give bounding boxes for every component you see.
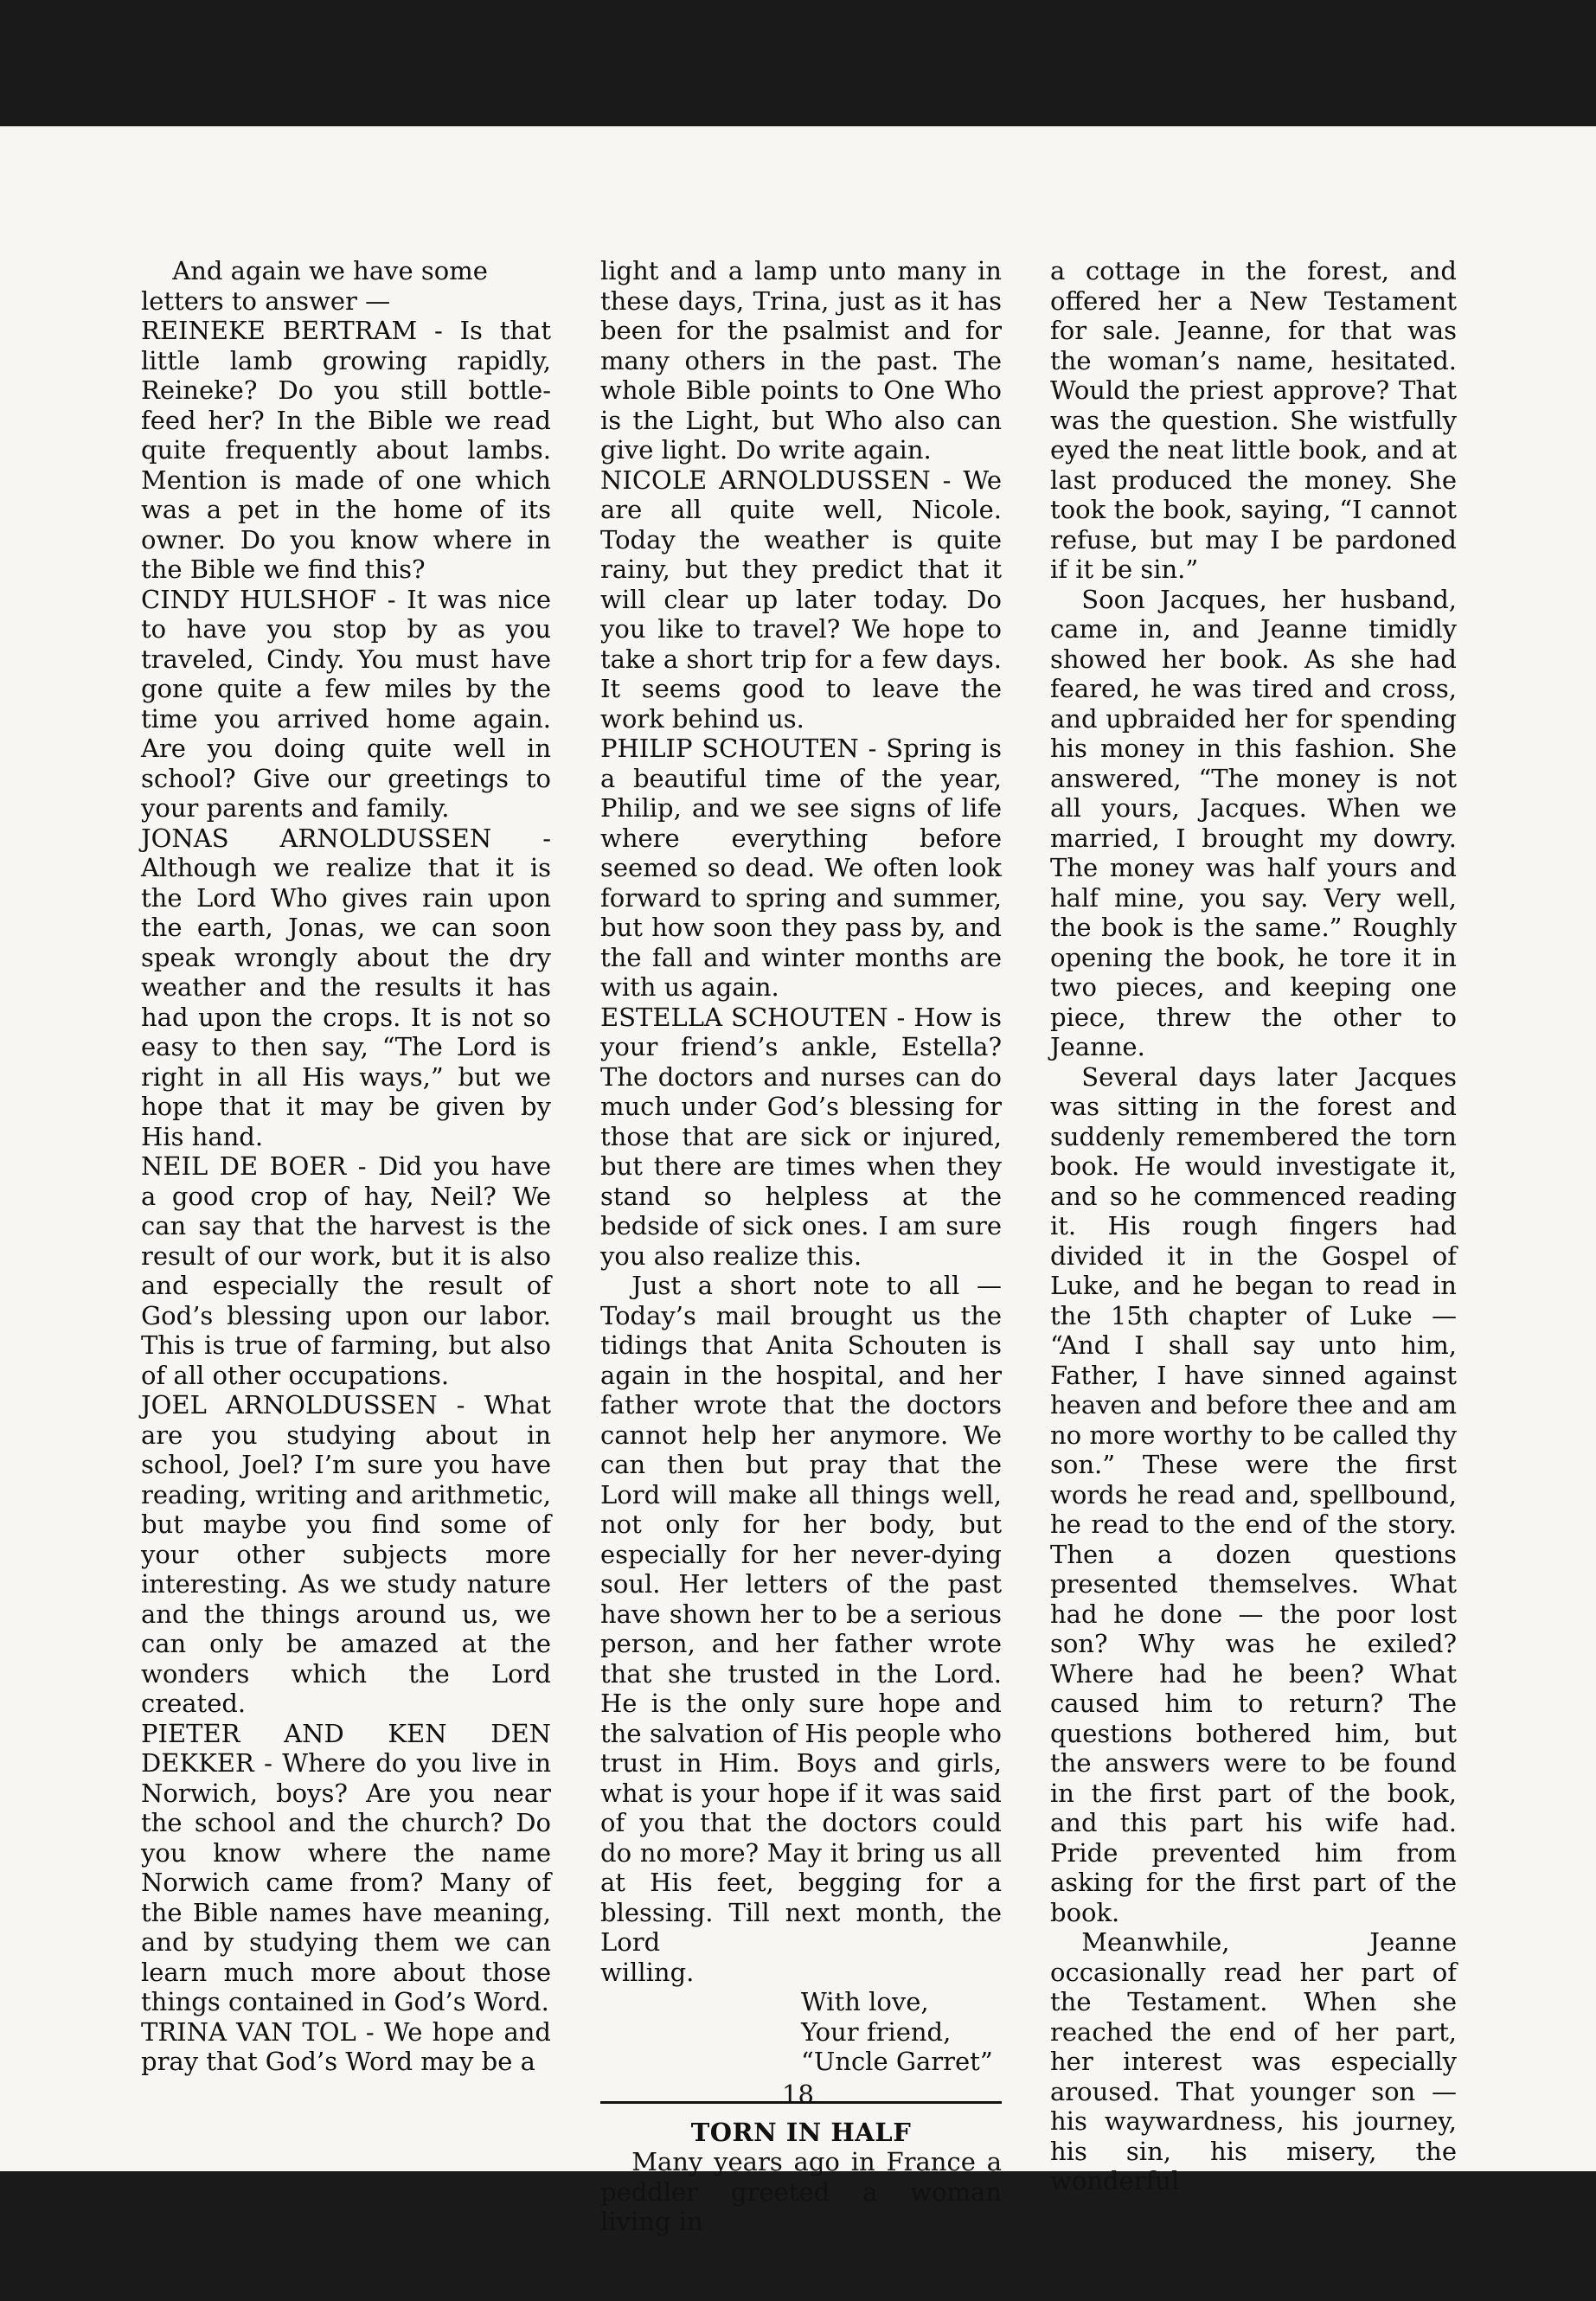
magazine-page bbox=[0, 126, 1596, 2236]
column-right bbox=[1050, 256, 1457, 2196]
story-paragraph: Many years ago in France a peddler greeted a woman living in bbox=[600, 2147, 1002, 2236]
letter-trina-continued: light and a lamp unto many in these days, Trina, just as it has been for the psalmist and for many others in the past. The whole Bible points to One Who is the Light, but Who also can give light. Do write again. bbox=[600, 256, 1002, 465]
letter-name: TRINA VAN TOL bbox=[141, 2016, 356, 2047]
letter-name: NEIL DE BOER bbox=[141, 1151, 347, 1181]
letter-name: PIETER AND KEN DEN DEKKER bbox=[141, 1718, 551, 1778]
letter-text: - Spring is a beautiful time of the year, Philip, and we see signs of life where everything before seemed so dead. We often look forward to spring and summer, but how soon they pass by, and the fall and winter months are with us again. bbox=[600, 734, 1003, 1002]
letter-name: NICOLE ARNOLDUSSEN bbox=[600, 465, 931, 495]
intro-line: And again we have some letters to answer — bbox=[141, 256, 488, 316]
letter-text: - We hope and pray that God’s Word may be a bbox=[141, 2016, 551, 2076]
column-middle bbox=[600, 256, 1002, 2237]
signature-name: “Uncle Garret” bbox=[801, 2047, 993, 2076]
letter-cindy bbox=[141, 585, 551, 824]
signature-line: With love, bbox=[801, 1987, 929, 2016]
story-paragraph: Meanwhile, Jeanne occasionally read her part of the Testament. When she reached the end of her part, her interest was especially aroused. That younger son — his waywardness, his journey, his sin, his misery, the wonderful bbox=[1050, 1927, 1457, 2195]
letter-reineke bbox=[141, 316, 551, 585]
letter-text: - Is that little lamb growing rapidly, Reineke? Do you still bottle-feed her? In the Bible we read quite frequently about lambs. Mention is made of one which was a pet in the home of its owner. Do you know where in the Bible we find this? bbox=[141, 316, 551, 584]
letter-jonas bbox=[141, 824, 551, 1152]
letter-joel bbox=[141, 1390, 551, 1719]
column-left bbox=[141, 256, 551, 2077]
letter-name: CINDY HULSHOF bbox=[141, 584, 377, 614]
signoff-block bbox=[600, 1958, 1002, 2077]
letter-trina bbox=[141, 2017, 551, 2077]
letter-nicole bbox=[600, 465, 1002, 734]
closing-word: willing. bbox=[600, 1957, 695, 1987]
letter-text: - How is your friend’s ankle, Estella? The doctors and nurses can do much under God’s blessing for those that are sick or injured, but there are times when they stand so helpless at the bedside of sick ones. I am sure you also realize this. bbox=[600, 1002, 1002, 1271]
signature-line: Your friend, bbox=[801, 2016, 952, 2047]
letter-name: PHILIP SCHOUTEN bbox=[600, 734, 859, 763]
letter-name: JOEL ARNOLDUSSEN bbox=[141, 1390, 438, 1420]
closing-note: Just a short note to all — Today’s mail brought us the tidings that Anita Schouten is again in the hospital, and her father wrote that the doctors cannot help her anymore. We can then but pray that the Lord will make all things well, not only for her body, but especially for her never-dying soul. Her letters of the past have shown her to be a serious person, and her father wrote that she trusted in the Lord. He is the only sure hope and the salvation of His people who trust in Him. Boys and girls, what is your hope if it was said of you that the doctors could do no more? May it bring us all at His feet, begging for a blessing. Till next month, the Lord bbox=[600, 1271, 1002, 1957]
letter-text: - We are all quite well, Nicole. Today the weather is quite rainy, but they predict that it will clear up later today. Do you like to travel? We hope to take a short trip for a few days. It seems good to leave the work behind us. bbox=[600, 465, 1002, 734]
letter-name: REINEKE BERTRAM bbox=[141, 316, 418, 345]
letter-name: JONAS ARNOLDUSSEN bbox=[141, 823, 492, 853]
letter-text: - Did you have a good crop of hay, Neil? We can say that the harvest is the result of our work, but it is also and especially the result of God’s blessing upon our labor. This is true of farming, but also of all other occupations. bbox=[141, 1151, 551, 1390]
story-paragraph: Soon Jacques, her husband, came in, and Jeanne timidly showed her book. As she had feared, he was tired and cross, and upbraided her for spending his money in this fashion. She answered, “The money is not all yours, Jacques. When we married, I brought my dowry. The money was half yours and half mine, you say. Very well, the book is the same.” Roughly opening the book, he tore it in two pieces, and keeping one piece, threw the other to Jeanne. bbox=[1050, 584, 1457, 1061]
story-title: TORN IN HALF bbox=[690, 2117, 912, 2147]
story-paragraph: a cottage in the forest, and offered her a New Testament for sale. Jeanne, for that was the woman’s name, hesitated. Would the priest approve? That was the question. She wistfully eyed the neat little book, and at last produced the money. She took the book, saying, “I cannot refuse, but may I be pardoned if it be sin.” bbox=[1050, 256, 1457, 584]
letter-text: - Although we realize that it is the Lord Who gives rain upon the earth, Jonas, we can soon speak wrongly about the dry weather and the results it has had upon the crops. It is not so easy to then say, “The Lord is right in all His ways,” but we hope that it may be given by His hand. bbox=[141, 823, 551, 1151]
letter-text: - What are you studying about in school, Joel? I’m sure you have reading, writing and arithmetic, but maybe you find some of your other subjects more interesting. As we study nature and the things around us, we can only be amazed at the wonders which the Lord created. bbox=[141, 1390, 551, 1718]
letter-neil bbox=[141, 1151, 551, 1390]
letter-text: - Where do you live in Norwich, boys? Are you near the school and the church? Do you know where the name Norwich came from? Many of the Bible names have meaning, and by studying them we can learn much more about those things contained in God’s Word. bbox=[141, 1748, 551, 2016]
story-paragraph: Several days later Jacques was sitting in the forest and suddenly remembered the torn book. He would investigate it, and so he commenced reading it. His rough fingers had divided it in the Gospel of Luke, and he began to read in the 15th chapter of Luke — “And I shall say unto him, Father, I have sinned against heaven and before thee and am no more worthy to be called thy son.” These were the first words he read and, spellbound, he read to the end of the story. Then a dozen questions presented themselves. What had he done — the poor lost son? Why was he exiled? Where had he been? What caused him to return? The questions bothered him, but the answers were to be found in the first part of the book, and this part his wife had. Pride prevented him from asking for the first part of the book. bbox=[1050, 1061, 1457, 1927]
letter-pieter-ken bbox=[141, 1719, 551, 2017]
letter-name: ESTELLA SCHOUTEN bbox=[600, 1002, 888, 1032]
page-number: 18 bbox=[782, 2080, 814, 2109]
letter-philip bbox=[600, 734, 1002, 1003]
letter-text: - It was nice to have you stop by as you traveled, Cindy. You must have gone quite a few miles by the time you arrived home again. Are you doing quite well in school? Give our greetings to your parents and family. bbox=[141, 584, 551, 823]
letter-estella bbox=[600, 1003, 1002, 1272]
